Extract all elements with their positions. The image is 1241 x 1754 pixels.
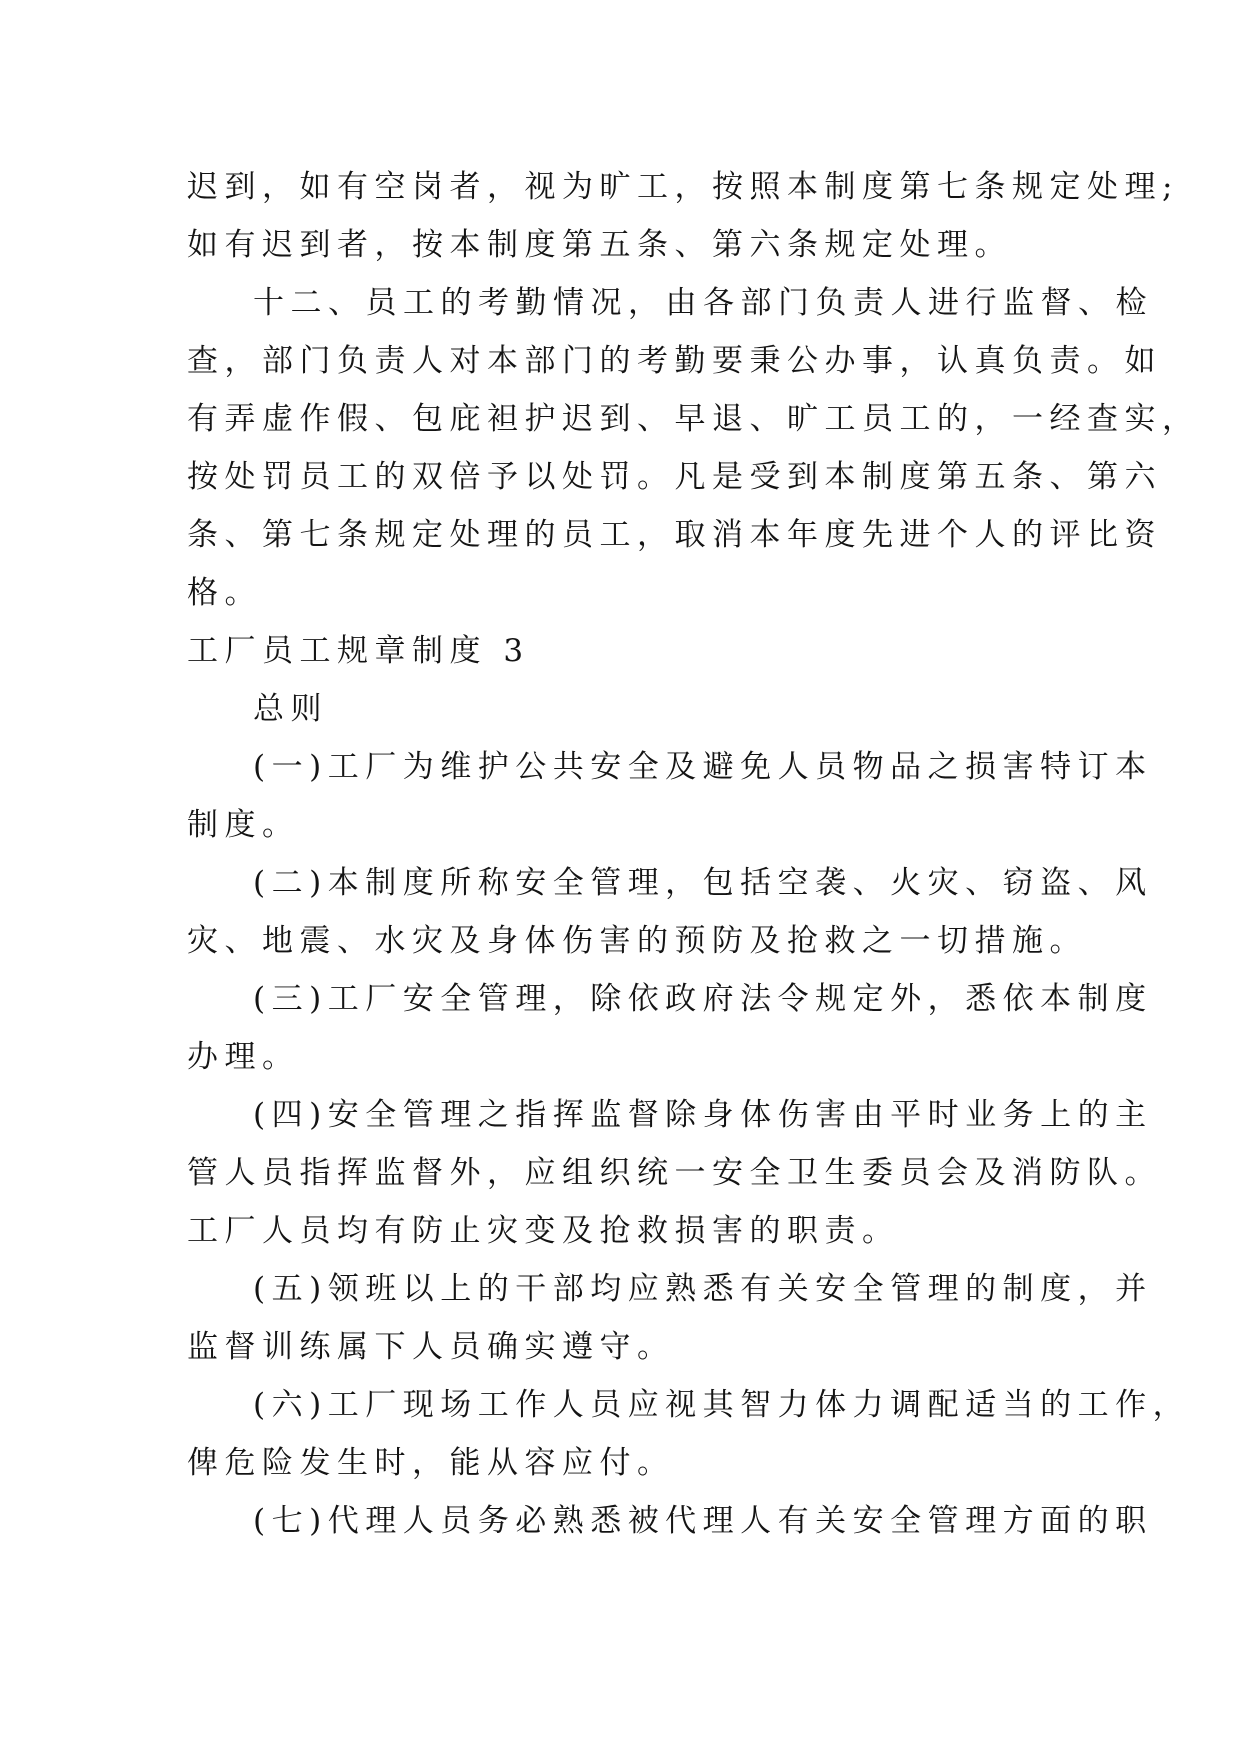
text-line: 俾危险发生时，能从容应付。 [187, 1445, 675, 1481]
clause-6-line: (六)工厂现场工作人员应视其智力体力调配适当的工作， [253, 1387, 1191, 1423]
subheading-general-provisions: 总则 [253, 691, 328, 727]
clause-7-line: (七)代理人员务必熟悉被代理人有关安全管理方面的职 [253, 1503, 1153, 1539]
text-line: 工厂人员均有防止灾变及抢救损害的职责。 [187, 1213, 900, 1249]
document-body [187, 158, 1200, 1550]
text-line: 按处罚员工的双倍予以处罚。凡是受到本制度第五条、第六 [187, 459, 1162, 495]
clause-5-line: (五)领班以上的干部均应熟悉有关安全管理的制度，并 [253, 1271, 1153, 1307]
text-line: 管人员指挥监督外，应组织统一安全卫生委员会及消防队。 [187, 1155, 1162, 1191]
text-line: 条、第七条规定处理的员工，取消本年度先进个人的评比资 [187, 517, 1162, 553]
text-line: 灾、地震、水灾及身体伤害的预防及抢救之一切措施。 [187, 923, 1087, 959]
section-heading: 工厂员工规章制度 3 [187, 633, 530, 669]
text-line: 如有迟到者，按本制度第五条、第六条规定处理。 [187, 227, 1012, 263]
text-line: 监督训练属下人员确实遵守。 [187, 1329, 675, 1365]
paragraph-start-line: 十二、员工的考勤情况，由各部门负责人进行监督、检 [253, 285, 1153, 321]
text-line: 查，部门负责人对本部门的考勤要秉公办事，认真负责。如 [187, 343, 1162, 379]
text-line: 办理。 [187, 1039, 300, 1075]
clause-4-line: (四)安全管理之指挥监督除身体伤害由平时业务上的主 [253, 1097, 1153, 1133]
clause-2-line: (二)本制度所称安全管理，包括空袭、火灾、窃盗、风 [253, 865, 1153, 901]
clause-3-line: (三)工厂安全管理，除依政府法令规定外，悉依本制度 [253, 981, 1153, 1017]
text-line: 有弄虚作假、包庇袒护迟到、早退、旷工员工的，一经查实， [187, 401, 1200, 437]
text-line: 制度。 [187, 807, 300, 843]
text-line: 迟到，如有空岗者，视为旷工，按照本制度第七条规定处理; [187, 169, 1179, 205]
clause-1-line: (一)工厂为维护公共安全及避免人员物品之损害特订本 [253, 749, 1153, 785]
text-line: 格。 [187, 575, 262, 611]
